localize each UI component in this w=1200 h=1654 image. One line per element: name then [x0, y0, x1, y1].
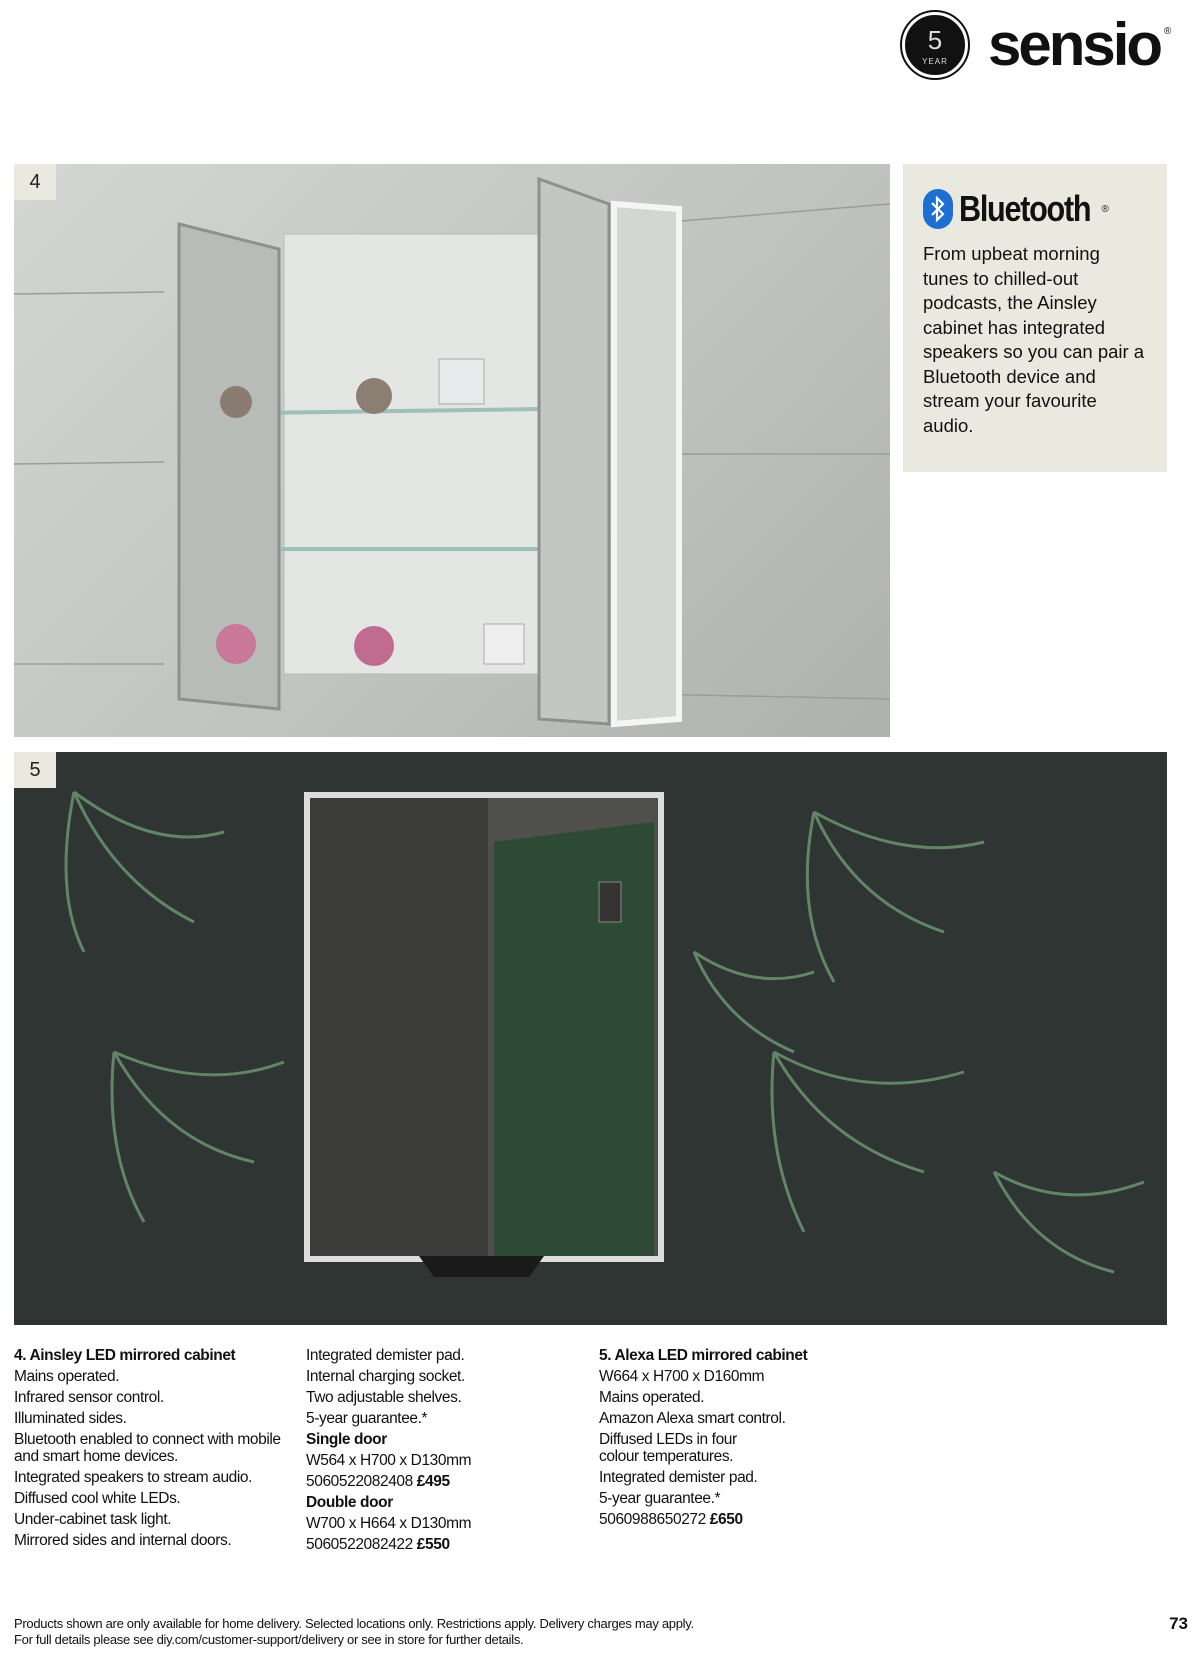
spec-line: 5-year guarantee.* [599, 1490, 721, 1507]
ainsley-details-continued [306, 1345, 576, 1555]
alexa-price: £650 [709, 1511, 743, 1528]
footer-disclaimer [14, 1616, 694, 1648]
spec-line: Mirrored sides and internal doors. [14, 1532, 232, 1549]
spec-line: Mains operated. [14, 1368, 120, 1385]
spec-line: Internal charging socket. [306, 1368, 465, 1385]
spec-line: Two adjustable shelves. [306, 1389, 462, 1406]
alexa-title: 5. Alexa LED mirrored cabinet [599, 1347, 808, 1364]
spec-line: Under-cabinet task light. [14, 1511, 172, 1528]
five-year-guarantee-badge [902, 12, 968, 78]
bluetooth-title: Bluetooth [959, 188, 1091, 229]
spec-line: Amazon Alexa smart control. [599, 1410, 786, 1427]
spec-line: Integrated speakers to stream audio. [14, 1469, 253, 1486]
registered-mark: ® [1164, 26, 1172, 37]
alexa-details [599, 1345, 859, 1530]
spec-line: Mains operated. [599, 1389, 705, 1406]
bluetooth-icon [923, 189, 953, 229]
spec-line: Diffused LEDs in four colour temperatures. [599, 1431, 737, 1465]
alexa-cabinet-photo [14, 752, 1167, 1325]
ainsley-cabinet-photo [14, 164, 890, 737]
cabinet-illustration [14, 164, 890, 737]
palm-wallpaper-illustration [14, 752, 1167, 1325]
double-door-title: Double door [306, 1494, 393, 1511]
single-door-code: 5060522082408 [306, 1473, 413, 1490]
ainsley-title: 4. Ainsley LED mirrored cabinet [14, 1347, 236, 1364]
spec-line: Infrared sensor control. [14, 1389, 164, 1406]
bluetooth-callout [903, 164, 1167, 472]
brand-name: sensio [988, 11, 1161, 78]
disclaimer-line: For full details please see diy.com/customer-support/delivery or see in store for further details. [14, 1632, 524, 1647]
bluetooth-description: From upbeat morning tunes to chilled-out podcasts, the Ainsley cabinet has integrated speakers so you can pair a Bluetooth device and stream your favourite audio. [923, 243, 1145, 436]
badge-number: 5 [927, 25, 943, 55]
double-door-dimensions: W700 x H664 x D130mm [306, 1515, 472, 1532]
bluetooth-registered: ® [1101, 203, 1109, 215]
alexa-code: 5060988650272 [599, 1511, 706, 1528]
badge-word: YEAR [922, 57, 948, 66]
single-door-dimensions: W564 x H700 x D130mm [306, 1452, 472, 1469]
sensio-logo [902, 8, 1172, 78]
single-door-price: £495 [416, 1473, 450, 1490]
product-number-badge: 4 [14, 164, 56, 200]
spec-line: 5-year guarantee.* [306, 1410, 428, 1427]
spec-line: W664 x H700 x D160mm [599, 1368, 765, 1385]
disclaimer-line: Products shown are only available for home delivery. Selected locations only. Restrictions apply. Delivery charges may apply. [14, 1616, 694, 1631]
spec-line: Bluetooth enabled to connect with mobile and smart home devices. [14, 1431, 281, 1465]
spec-line: Integrated demister pad. [306, 1347, 465, 1364]
spec-line: Illuminated sides. [14, 1410, 127, 1427]
product-number-badge: 5 [14, 752, 56, 788]
spec-line: Integrated demister pad. [599, 1469, 758, 1486]
double-door-price: £550 [416, 1536, 450, 1553]
ainsley-details [14, 1345, 284, 1551]
page-number: 73 [1169, 1614, 1188, 1633]
single-door-title: Single door [306, 1431, 387, 1448]
spec-line: Diffused cool white LEDs. [14, 1490, 181, 1507]
double-door-code: 5060522082422 [306, 1536, 413, 1553]
